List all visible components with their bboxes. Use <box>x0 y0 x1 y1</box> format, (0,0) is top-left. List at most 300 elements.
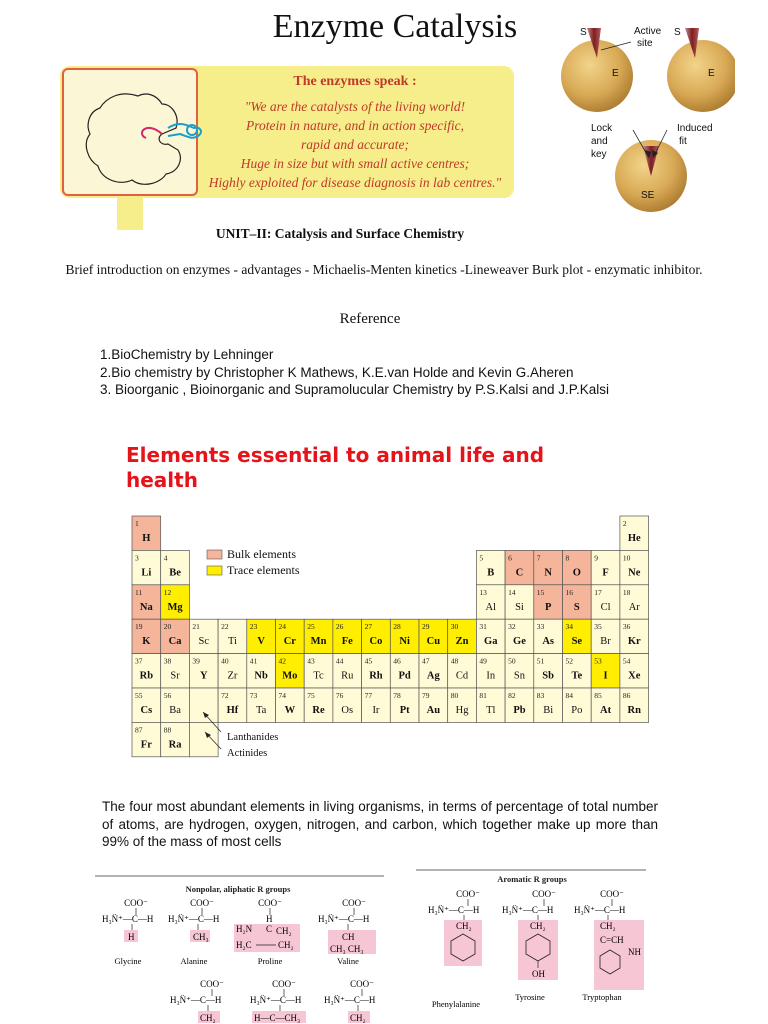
element-cell <box>448 654 477 688</box>
element-symbol: Fe <box>341 636 353 648</box>
element-symbol: Ar <box>628 601 640 613</box>
element-symbol: Sb <box>542 670 554 682</box>
atomic-number: 23 <box>249 622 258 632</box>
banner-verse <box>200 97 510 192</box>
atomic-number: 45 <box>364 656 373 666</box>
svg-text:CH₂: CH₂ <box>600 921 616 931</box>
element-cell <box>419 654 448 688</box>
amino-acid-name: Alanine <box>180 956 208 966</box>
element-cell <box>189 722 218 756</box>
unit-heading: UNIT–II: Catalysis and Surface Chemistry <box>215 226 465 241</box>
element-symbol: Os <box>341 705 354 716</box>
element-symbol: Rn <box>627 705 641 716</box>
element-cell <box>333 654 362 688</box>
element-cell <box>362 619 391 653</box>
element-cell <box>161 550 190 584</box>
atomic-number: 80 <box>450 691 459 700</box>
element-symbol: Po <box>571 705 583 716</box>
element-symbol: Hf <box>226 705 239 716</box>
amino-acid-name: Tyrosine <box>515 992 545 1002</box>
element-symbol: Ni <box>399 636 410 648</box>
element-cell <box>505 550 534 584</box>
enzyme-substrate-diagram <box>555 18 735 218</box>
element-cell <box>161 654 190 688</box>
atomic-number: 40 <box>221 656 229 666</box>
element-symbol: Co <box>369 636 383 648</box>
element-cell <box>563 585 592 619</box>
atomic-number: 27 <box>364 622 373 632</box>
atomic-number: 32 <box>508 622 516 632</box>
element-cell <box>132 688 161 722</box>
reference-item: 1.BioChemistry by Lehninger <box>100 347 274 362</box>
legend-trace-label: Trace elements <box>227 563 300 577</box>
proline-structure <box>234 898 300 966</box>
element-symbol: Bi <box>543 705 554 716</box>
atomic-number: 72 <box>221 691 229 700</box>
atomic-number: 43 <box>307 656 315 666</box>
element-symbol: F <box>602 567 609 579</box>
element-symbol: P <box>544 601 552 613</box>
element-symbol: Zn <box>455 636 469 648</box>
element-cell <box>505 585 534 619</box>
element-cell <box>620 516 649 550</box>
banner-heading: The enzymes speak : <box>293 74 417 89</box>
svg-text:C=CH: C=CH <box>600 935 624 945</box>
atomic-number: 3 <box>135 553 139 563</box>
atomic-number: 22 <box>221 622 229 632</box>
element-cell <box>534 654 563 688</box>
svg-text:H: H <box>266 914 273 924</box>
amino-acid-name: Glycine <box>114 956 142 966</box>
elements-heading-line: health <box>126 468 198 492</box>
svg-text:CH₂: CH₂ <box>456 921 472 931</box>
atomic-number: 42 <box>278 656 286 666</box>
element-cell <box>132 722 161 756</box>
element-cell <box>534 550 563 584</box>
element-symbol: Fr <box>140 739 152 751</box>
element-cell <box>132 654 161 688</box>
element-cell <box>620 654 649 688</box>
atomic-number: 11 <box>135 587 143 597</box>
element-symbol: Pd <box>398 670 411 682</box>
element-cell <box>132 585 161 619</box>
elements-heading <box>126 443 646 493</box>
atomic-number: 52 <box>565 656 573 666</box>
element-symbol: Ta <box>255 705 267 716</box>
atomic-number: 76 <box>335 691 344 700</box>
element-cell <box>276 654 305 688</box>
svg-text:CH: CH <box>342 932 355 942</box>
element-cell <box>390 619 419 653</box>
atomic-number: 6 <box>508 553 512 563</box>
element-symbol: Ag <box>426 670 440 682</box>
element-cell <box>591 688 620 722</box>
element-symbol: Tl <box>486 705 496 716</box>
element-cell <box>304 654 333 688</box>
element-symbol: Ca <box>168 636 182 648</box>
svg-text:COO⁻: COO⁻ <box>532 889 556 899</box>
element-symbol: Li <box>141 567 152 579</box>
element-symbol: Mo <box>282 670 298 682</box>
element-symbol: I <box>603 670 608 682</box>
atomic-number: 17 <box>594 587 602 597</box>
reference-list <box>100 346 609 399</box>
element-cell <box>448 619 477 653</box>
element-symbol: Cu <box>426 636 441 648</box>
atomic-number: 79 <box>422 691 430 700</box>
tryptophan-structure <box>574 889 644 1002</box>
element-symbol: Re <box>312 705 325 716</box>
banner-line: "We are the catalysts of the living world! <box>244 99 466 114</box>
svg-text:COO⁻: COO⁻ <box>350 979 374 989</box>
atomic-number: 18 <box>622 587 631 597</box>
svg-text:CH₂: CH₂ <box>276 926 292 936</box>
atomic-number: 19 <box>135 622 143 632</box>
element-symbol: C <box>515 567 524 579</box>
svg-text:COO⁻: COO⁻ <box>600 889 624 899</box>
atomic-number: 4 <box>163 553 168 563</box>
amino-acid-r-groups-figure <box>90 868 670 1024</box>
atomic-number: 24 <box>278 622 286 632</box>
banner-line: Huge in size but with small active centres; <box>240 156 470 171</box>
element-cell <box>476 688 505 722</box>
element-symbol: Al <box>485 601 496 613</box>
elements-heading-line: Elements essential to animal life and <box>126 443 545 467</box>
element-cell <box>591 550 620 584</box>
atomic-number: 36 <box>622 622 631 632</box>
svg-text:H₂C: H₂C <box>236 940 252 950</box>
atomic-number: 7 <box>536 553 541 563</box>
svg-text:COO⁻: COO⁻ <box>258 898 282 908</box>
atomic-number: 30 <box>450 622 459 632</box>
element-symbol: Ti <box>227 636 237 648</box>
svg-text:CH₂: CH₂ <box>278 940 294 950</box>
element-symbol: Rh <box>369 670 383 682</box>
element-cell <box>591 585 620 619</box>
svg-text:CH₃: CH₃ <box>193 932 209 942</box>
element-cell <box>218 654 247 688</box>
legend-bulk-swatch <box>207 550 222 559</box>
lanthanides-note: Lanthanides <box>227 732 279 743</box>
element-cell <box>276 688 305 722</box>
banner-line: Highly exploited for disease diagnosis in lab centres." <box>208 175 502 190</box>
element-symbol: Tc <box>313 670 324 682</box>
amino-acid-name: Valine <box>337 956 359 966</box>
atomic-number: 1 <box>135 519 139 528</box>
element-cell <box>620 688 649 722</box>
element-symbol: Cd <box>455 670 469 682</box>
element-symbol: Ir <box>372 705 380 716</box>
lock-and-key-label: and <box>591 136 608 147</box>
element-symbol: In <box>486 670 496 682</box>
atomic-number: 85 <box>594 691 602 700</box>
atomic-number: 87 <box>135 725 143 735</box>
element-symbol: Kr <box>627 636 641 648</box>
element-cell <box>505 619 534 653</box>
element-cell <box>505 688 534 722</box>
svg-text:H₃N̈⁺—C—H: H₃N̈⁺—C—H <box>250 995 302 1005</box>
element-cell <box>247 654 276 688</box>
element-cell <box>563 550 592 584</box>
valine-structure <box>318 898 376 966</box>
element-cell <box>161 688 190 722</box>
atomic-number: 2 <box>622 519 627 528</box>
enzyme-sphere <box>667 40 735 112</box>
element-symbol: O <box>572 567 581 579</box>
svg-text:CH₃ CH₃: CH₃ CH₃ <box>330 944 364 954</box>
atomic-number: 50 <box>508 656 516 666</box>
element-symbol: N <box>544 567 552 579</box>
element-cell <box>189 619 218 653</box>
enzyme-molecule-illustration <box>76 82 206 192</box>
element-symbol: Cs <box>140 705 153 716</box>
atomic-number: 35 <box>594 622 602 632</box>
amino-acid-name: Tryptophan <box>582 992 622 1002</box>
element-cell <box>189 688 218 722</box>
element-symbol: Nb <box>254 670 268 682</box>
amino-acid-name: Proline <box>257 956 283 966</box>
aromatic-heading: Aromatic R groups <box>497 874 567 884</box>
element-symbol: He <box>627 533 641 544</box>
element-cell <box>333 619 362 653</box>
element-cell <box>161 585 190 619</box>
atomic-number: 38 <box>163 656 172 666</box>
substrate-label: S <box>674 27 681 38</box>
atomic-number: 81 <box>479 691 487 700</box>
element-symbol: Hg <box>455 705 469 716</box>
svg-text:H₃N̈⁺—C—H: H₃N̈⁺—C—H <box>318 914 370 924</box>
banner-line: Protein in nature, and in action specific, <box>246 118 464 133</box>
element-cell <box>534 688 563 722</box>
atomic-number: 53 <box>594 656 602 666</box>
svg-text:H₂N: H₂N <box>236 924 253 934</box>
atomic-number: 9 <box>594 553 598 563</box>
svg-text:CH₂: CH₂ <box>350 1013 366 1023</box>
element-symbol: Ra <box>168 739 182 751</box>
atomic-number: 13 <box>479 587 487 597</box>
atomic-number: 75 <box>307 691 315 700</box>
atomic-number: 86 <box>622 691 631 700</box>
atomic-number: 55 <box>135 691 143 700</box>
element-cell <box>620 550 649 584</box>
element-cell <box>189 654 218 688</box>
induced-fit-label: fit <box>679 136 687 147</box>
element-symbol: Ga <box>484 636 498 648</box>
element-cell <box>591 619 620 653</box>
svg-text:H₃N̈⁺—C—H: H₃N̈⁺—C—H <box>502 905 554 915</box>
element-symbol: Ne <box>628 567 641 579</box>
induced-fit-label: Induced <box>677 123 713 134</box>
element-cell <box>132 619 161 653</box>
nonpolar-heading: Nonpolar, aliphatic R groups <box>185 884 291 894</box>
svg-text:H₃N̈⁺—C—H: H₃N̈⁺—C—H <box>574 905 626 915</box>
element-symbol: Ge <box>513 636 526 648</box>
abundant-elements-paragraph: The four most abundant elements in living organisms, in terms of percentage of total number of atoms, are hydrogen, oxygen, nitrogen, and carbon, which together make up more than 99% of the mass of most cells <box>102 799 658 849</box>
element-cell <box>476 619 505 653</box>
element-symbol: Ba <box>169 705 181 716</box>
element-cell <box>563 619 592 653</box>
element-cell <box>247 688 276 722</box>
atomic-number: 88 <box>163 725 172 735</box>
element-cell <box>534 585 563 619</box>
atomic-number: 15 <box>536 587 545 597</box>
element-symbol: Xe <box>628 670 641 682</box>
svg-text:COO⁻: COO⁻ <box>342 898 366 908</box>
svg-text:CH₂: CH₂ <box>200 1013 216 1023</box>
svg-text:H₃N̈⁺—C—H: H₃N̈⁺—C—H <box>102 914 154 924</box>
atomic-number: 5 <box>479 553 484 563</box>
atomic-number: 37 <box>135 656 143 666</box>
banner-line: rapid and accurate; <box>301 137 409 152</box>
element-symbol: Pt <box>399 705 410 716</box>
legend-bulk-label: Bulk elements <box>227 547 296 561</box>
element-cell <box>362 654 391 688</box>
element-symbol: Na <box>139 601 153 613</box>
element-cell <box>476 654 505 688</box>
element-symbol: S <box>573 601 580 613</box>
element-cell <box>161 619 190 653</box>
element-cell <box>362 688 391 722</box>
element-cell <box>161 722 190 756</box>
enzyme-label: E <box>708 68 715 79</box>
atomic-number: 78 <box>393 691 401 700</box>
lock-and-key-label: Lock <box>591 123 613 134</box>
atomic-number: 10 <box>622 553 631 563</box>
essential-elements-periodic-table <box>125 512 650 768</box>
element-cell <box>505 654 534 688</box>
reference-heading: Reference <box>339 311 401 327</box>
active-site-label: site <box>637 38 653 49</box>
svg-text:C: C <box>266 924 273 934</box>
atomic-number: 21 <box>192 622 200 632</box>
element-symbol: Ru <box>341 670 354 682</box>
atomic-number: 82 <box>508 691 516 700</box>
element-cell <box>476 550 505 584</box>
element-cell <box>218 619 247 653</box>
element-symbol: Mg <box>167 601 183 613</box>
atomic-number: 12 <box>163 587 172 597</box>
atomic-number: 16 <box>565 587 573 597</box>
alanine-structure <box>168 898 220 966</box>
element-cell <box>132 550 161 584</box>
element-symbol: Se <box>571 636 583 648</box>
atomic-number: 48 <box>450 656 459 666</box>
atomic-number: 26 <box>335 622 344 632</box>
element-symbol: W <box>284 705 296 716</box>
element-cell <box>419 688 448 722</box>
element-cell <box>563 688 592 722</box>
atomic-number: 14 <box>508 587 516 597</box>
atomic-number: 49 <box>479 656 487 666</box>
element-cell <box>390 654 419 688</box>
atomic-number: 31 <box>479 622 487 632</box>
svg-text:H: H <box>128 932 135 942</box>
element-cell <box>333 688 362 722</box>
atomic-number: 46 <box>393 656 401 666</box>
atomic-number: 51 <box>536 656 545 666</box>
element-cell <box>132 516 161 550</box>
element-symbol: Rb <box>139 670 154 682</box>
svg-text:CH₂: CH₂ <box>530 921 546 931</box>
complex-label: SE <box>641 190 655 201</box>
element-symbol: As <box>542 636 554 648</box>
atomic-number: 77 <box>364 691 373 700</box>
atomic-number: 28 <box>393 622 401 632</box>
element-cell <box>620 585 649 619</box>
atomic-number: 56 <box>163 691 172 700</box>
svg-text:H₃N̈⁺—C—H: H₃N̈⁺—C—H <box>428 905 480 915</box>
element-cell <box>448 688 477 722</box>
element-symbol: Y <box>199 670 208 682</box>
atomic-number: 39 <box>192 656 200 666</box>
atomic-number: 47 <box>422 656 430 666</box>
atomic-number: 29 <box>422 622 430 632</box>
element-cell <box>563 654 592 688</box>
element-cell <box>304 688 333 722</box>
atomic-number: 34 <box>565 622 573 632</box>
tyrosine-structure <box>502 889 558 1002</box>
element-symbol: Te <box>571 670 583 682</box>
svg-text:NH: NH <box>628 947 641 957</box>
substrate-label: S <box>580 27 587 38</box>
amino-acid-name: Phenylalanine <box>431 999 481 1009</box>
element-cell <box>620 619 649 653</box>
element-symbol: Mn <box>310 636 327 648</box>
element-cell <box>476 585 505 619</box>
atomic-number: 8 <box>565 553 570 563</box>
atomic-number: 83 <box>536 691 545 700</box>
element-symbol: V <box>257 636 265 648</box>
element-symbol: Pb <box>513 705 526 716</box>
atomic-number: 74 <box>278 691 286 700</box>
atomic-number: 54 <box>622 656 631 666</box>
page-title: Enzyme Catalysis <box>272 8 518 45</box>
element-symbol: Zr <box>227 670 238 682</box>
element-cell <box>276 619 305 653</box>
element-cell <box>304 619 333 653</box>
element-cell <box>218 688 247 722</box>
reference-item: 3. Bioorganic , Bioinorganic and Supramolucular Chemistry by P.S.Kalsi and J.P.Kalsi <box>100 382 610 397</box>
element-symbol: Si <box>515 601 524 613</box>
actinides-note: Actinides <box>227 748 268 759</box>
element-symbol: Au <box>426 705 441 716</box>
element-symbol: K <box>142 636 151 648</box>
element-cell <box>534 619 563 653</box>
reference-item: 2.Bio chemistry by Christopher K Mathews, K.E.van Holde and Kevin G.Aheren <box>100 364 574 380</box>
atomic-number: 41 <box>249 656 258 666</box>
element-symbol: Sr <box>170 670 180 682</box>
element-symbol: Sn <box>513 670 525 682</box>
element-cell <box>419 619 448 653</box>
element-symbol: Cl <box>600 601 611 613</box>
svg-text:COO⁻: COO⁻ <box>200 979 224 989</box>
svg-text:COO⁻: COO⁻ <box>456 889 480 899</box>
atomic-number: 20 <box>163 622 172 632</box>
element-cell <box>390 688 419 722</box>
svg-text:COO⁻: COO⁻ <box>272 979 296 989</box>
atomic-number: 25 <box>307 622 315 632</box>
enzyme-label: E <box>612 68 619 79</box>
svg-text:H₃N̈⁺—C—H: H₃N̈⁺—C—H <box>168 914 220 924</box>
element-symbol: B <box>487 567 495 579</box>
element-symbol: Br <box>600 636 611 648</box>
intro-line: Brief introduction on enzymes - advantages - Michaelis-Menten kinetics -Lineweaver Burk plot - enzymatic inhibitor. <box>65 262 703 277</box>
atomic-number: 84 <box>565 691 573 700</box>
legend-trace-swatch <box>207 566 222 575</box>
element-symbol: Sc <box>198 636 209 648</box>
element-symbol: Be <box>169 567 181 579</box>
phenylalanine-structure <box>428 889 482 1009</box>
